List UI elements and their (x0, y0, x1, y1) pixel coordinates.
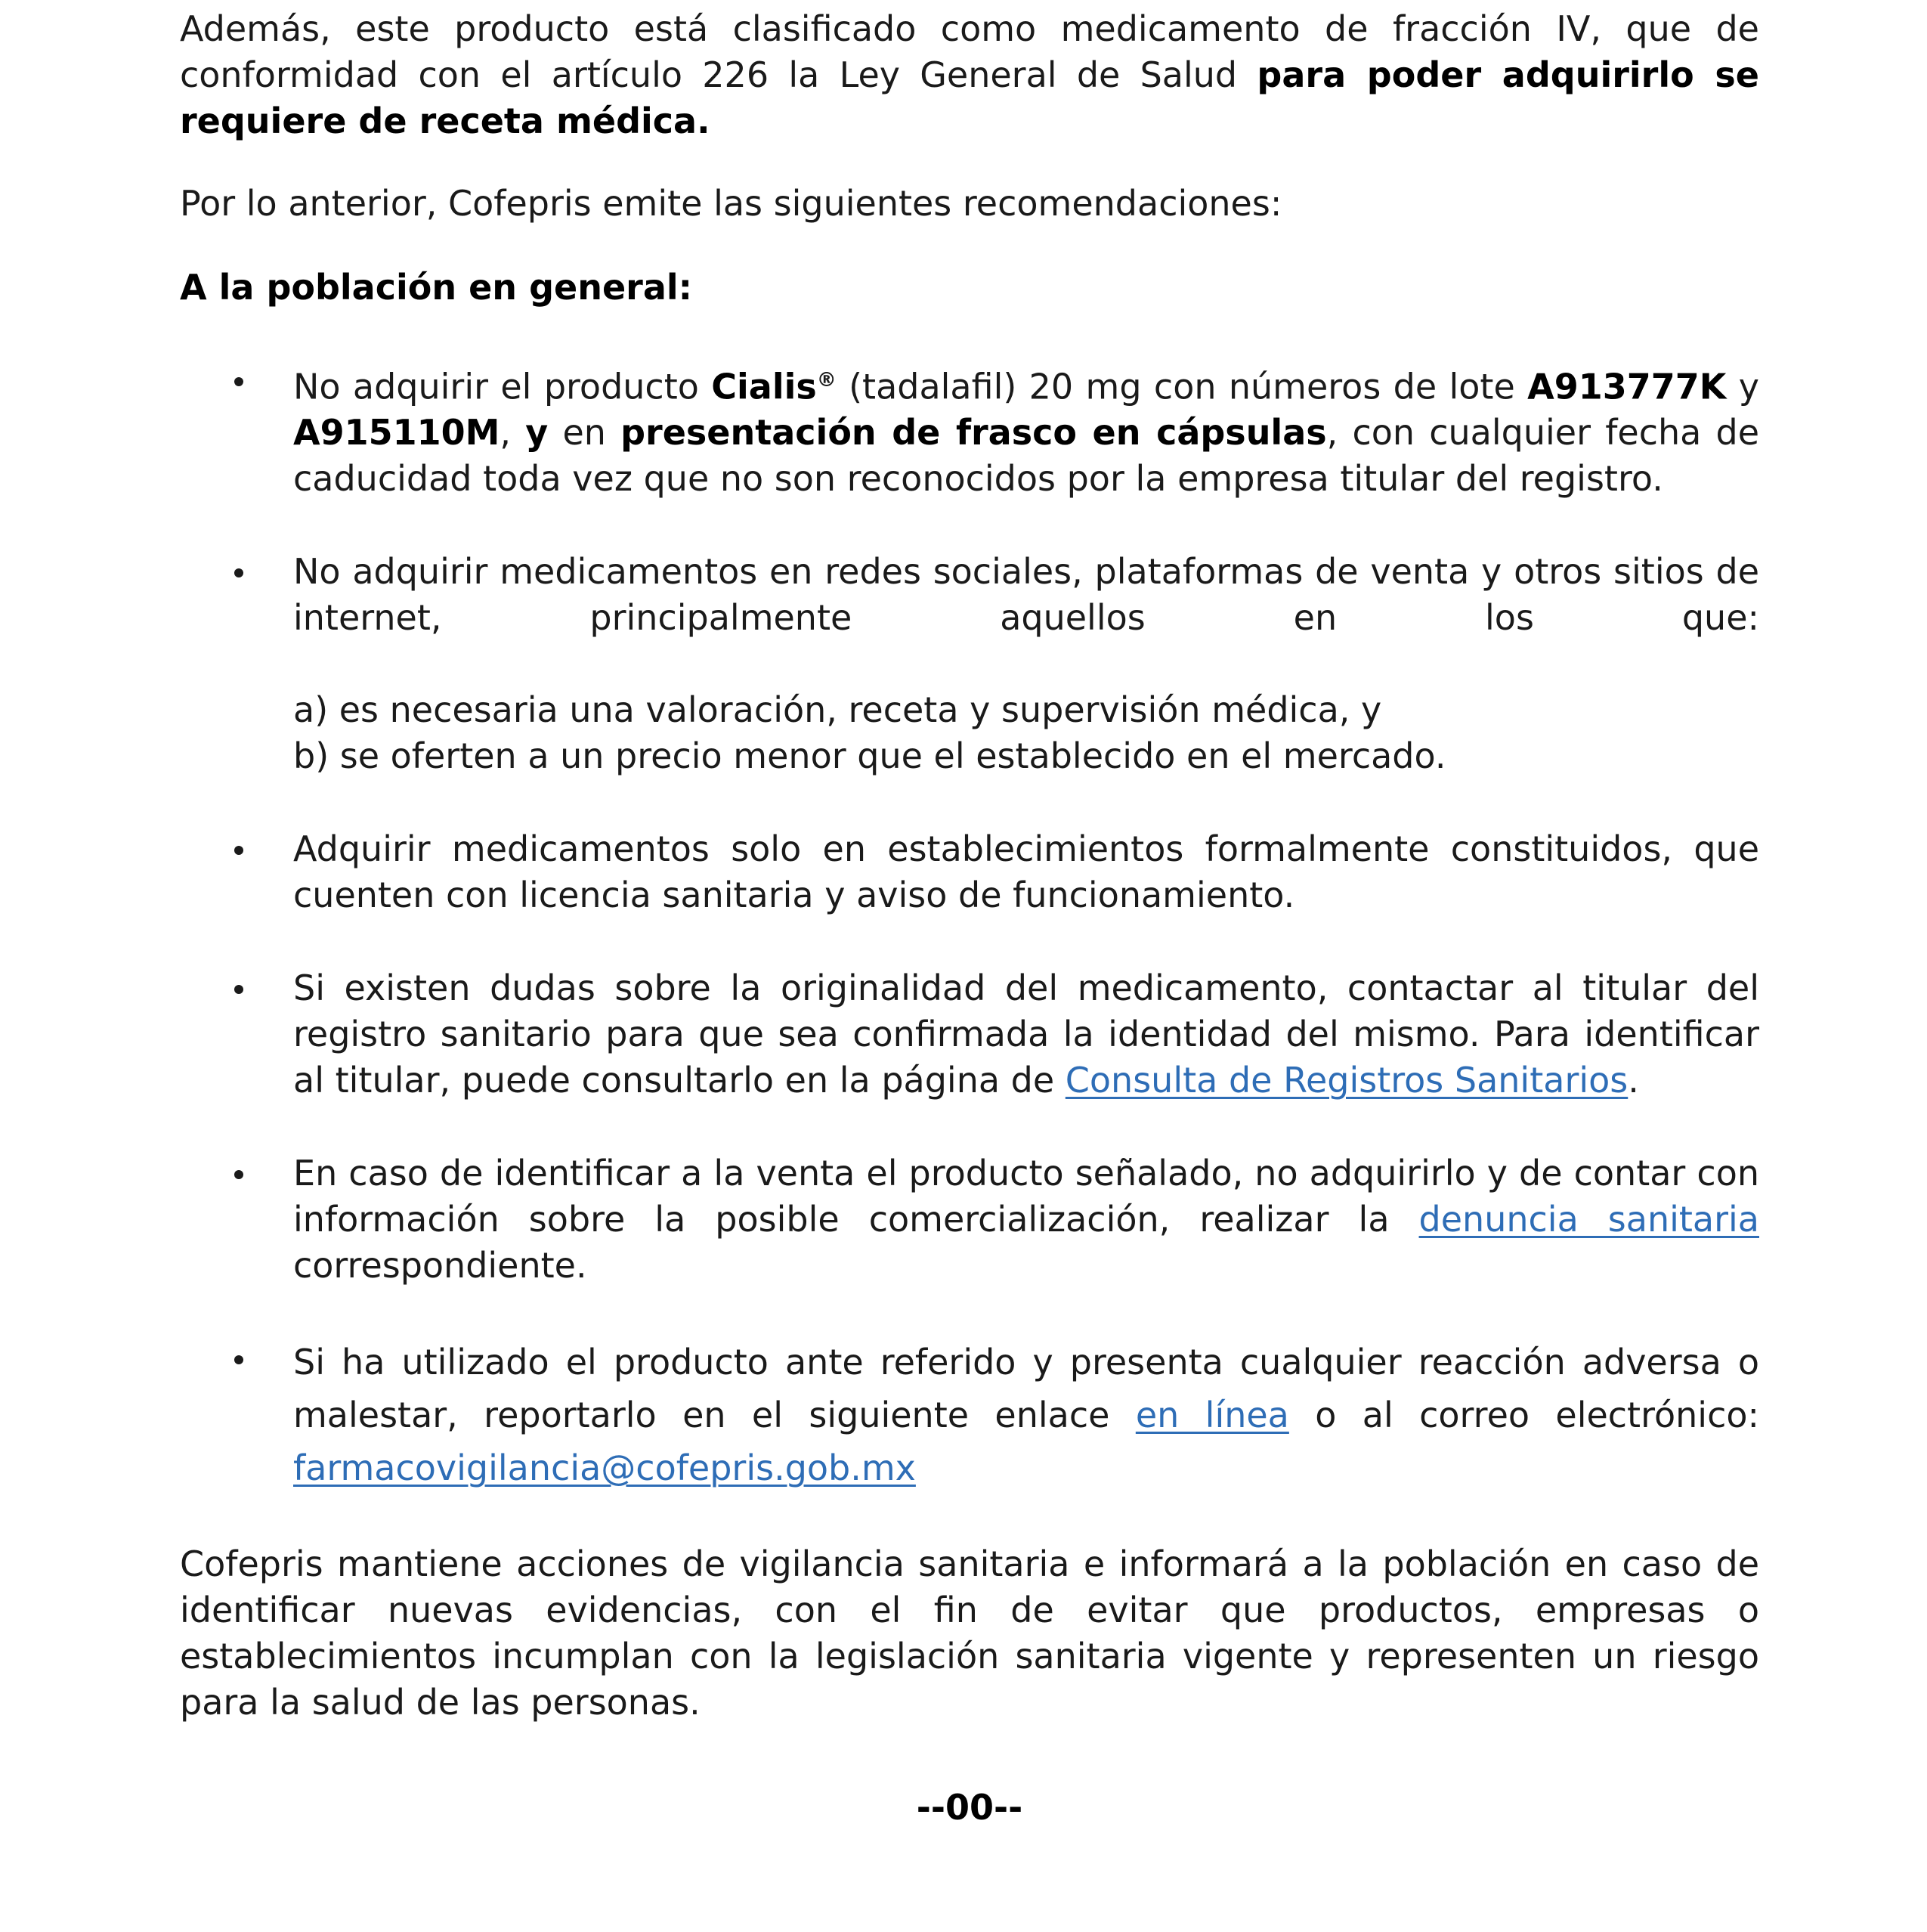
email-link[interactable]: farmacovigilancia@cofepris.gob.mx (293, 1447, 916, 1489)
bullet-icon (234, 846, 243, 855)
text-run: En caso de identificar a la venta el producto señalado, no adquirirlo y de contar con información sobre la posible comercialización, realizar la (293, 1153, 1759, 1240)
denuncia-sanitaria-link[interactable]: denuncia sanitaria (1418, 1199, 1759, 1240)
bullet-icon (234, 985, 243, 994)
recommendation-text (293, 358, 1759, 502)
bold-run: y (525, 412, 549, 454)
text-run: y (1726, 366, 1759, 407)
recommendation-text: No adquirir medicamentos en redes sociales, plataformas de venta y otros sitios de internet, principalmente aquellos en los que: (293, 551, 1759, 639)
list-item (293, 358, 1759, 502)
recommendation-text (293, 1150, 1759, 1289)
lot-number: A915110M (293, 412, 500, 454)
text-run: No adquirir el producto (293, 366, 712, 407)
recommendations-list (180, 358, 1759, 1494)
recommendation-text: Adquirir medicamentos solo en establecimientos formalmente constituidos, que cuenten con licencia sanitaria y aviso de funcionamiento. (293, 828, 1759, 916)
text-run: (tadalafil) 20 mg con números de lote (836, 366, 1528, 407)
section-heading: A la población en general: (180, 267, 693, 308)
text-run: o al correo electrónico: (1288, 1395, 1760, 1436)
recommendation-text (293, 1336, 1759, 1494)
text-run: correspondiente. (293, 1245, 587, 1286)
registros-sanitarios-link[interactable]: Consulta de Registros Sanitarios (1065, 1060, 1629, 1101)
registered-mark: ® (816, 369, 837, 392)
bullet-icon (234, 1170, 243, 1179)
sub-item-b: b) se oferten a un precio menor que el establecido en el mercado. (293, 735, 1446, 777)
list-item (293, 965, 1759, 1104)
text-run: , con cualquier fecha de caducidad toda vez que no son reconocidos por la empresa titular del registro. (293, 412, 1760, 500)
intro-bold-text: para poder adquirirlo se requiere de receta médica. (180, 54, 1759, 141)
text-run: Si ha utilizado el producto ante referido y presenta cualquier reacción adversa o malestar, reportarlo en el siguiente enlace (293, 1342, 1759, 1436)
text-run: , (500, 412, 526, 454)
intro-text: Además, este producto está clasificado como medicamento de fracción IV, que de conformidad con el artículo 226 la Ley General de Salud (180, 8, 1759, 95)
text-run: en (548, 412, 621, 454)
end-mark: --00-- (916, 1787, 1023, 1828)
bullet-icon (234, 377, 243, 386)
list-item (293, 1336, 1759, 1494)
sub-item-a: a) es necesaria una valoración, receta y supervisión médica, y (293, 689, 1382, 731)
lot-number: A913777K (1527, 366, 1727, 407)
closing-paragraph: Cofepris mantiene acciones de vigilancia sanitaria e informará a la población en caso de identificar nuevas evidencias, con el fin de evitar que productos, empresas o establecimientos incumplan con la legislación sanitaria vigente y representen un riesgo para la salud de las personas. (180, 1543, 1759, 1723)
document-page (180, 6, 1759, 1831)
list-item (293, 1150, 1759, 1289)
bullet-icon (234, 568, 243, 577)
text-run: Si existen dudas sobre la originalidad del medicamento, contactar al titular del registro sanitario para que sea confirmada la identidad del mismo. Para identificar al titular, puede consultarlo en la página de (293, 968, 1759, 1101)
list-item (293, 549, 1759, 779)
recommendation-text (293, 965, 1759, 1104)
text-run: . (1628, 1060, 1639, 1101)
presentation-text: presentación de frasco en cápsulas (620, 412, 1327, 454)
bullet-icon (234, 1355, 243, 1364)
product-name: Cialis (711, 366, 817, 407)
en-linea-link[interactable]: en línea (1135, 1395, 1289, 1436)
list-item (293, 826, 1759, 918)
intro-paragraph (180, 6, 1759, 144)
lead-paragraph: Por lo anterior, Cofepris emite las siguientes recomendaciones: (180, 183, 1282, 224)
